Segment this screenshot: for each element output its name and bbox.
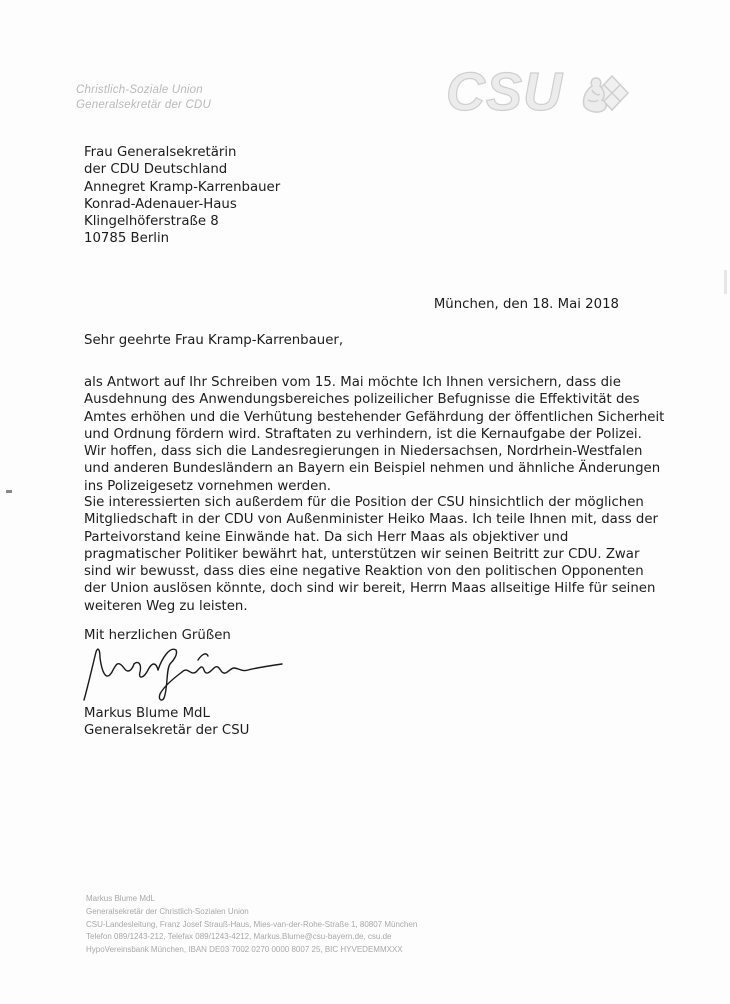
body-paragraph-1 [84, 374, 665, 495]
body-line: Sie interessierten sich außerdem für die Position der CSU hinsichtlich der möglichen [84, 495, 644, 510]
body-line: als Antwort auf Ihr Schreiben vom 15. Mai möchte Ich Ihnen versichern, dass die [84, 375, 621, 390]
letterhead-org-name: Christlich-Soziale Union [76, 84, 203, 96]
footer-line: Markus Blume MdL [86, 894, 155, 903]
body-line: weiteren Weg zu leisten. [84, 598, 248, 614]
body-line: der Union auslösen könnte, doch sind wir bereit, Herrn Maas allseitige Hilfe für seinen [84, 581, 656, 597]
scan-artifact [6, 490, 12, 493]
csu-logo [436, 64, 636, 120]
signer-name: Markus Blume MdL [84, 706, 210, 721]
handwritten-signature [78, 642, 288, 704]
body-line: Ausdehnung des Anwendungsbereiches polizeilicher Befugnisse die Effektivität des [84, 392, 640, 408]
body-line: und Ordnung fördern wird. Straftaten zu verhindern, ist die Kernaufgabe der Polizei. [84, 426, 642, 442]
scan-artifact [724, 270, 727, 294]
body-paragraph-2 [84, 494, 658, 615]
footer-line: CSU-Landesleitung, Franz Josef Strauß-Haus, Mies-van-der-Rohe-Straße 1, 80807 München [86, 919, 418, 929]
footer-line: HypoVereinsbank München, IBAN DE03 7002 0270 0000 8007 25, BIC HYVEDEMMXXX [86, 945, 403, 955]
body-line: Mitgliedschaft in der CDU von Außenminister Heiko Maas. Ich teile Ihnen mit, dass der [84, 512, 658, 528]
body-line: sind wir bewusst, dass dies eine negative Reaktion von den politischen Opponenten [84, 564, 644, 580]
signer-title: Generalsekretär der CSU [84, 723, 250, 739]
body-line: Parteivorstand keine Einwände hat. Da sich Herr Maas als objektiver und [84, 529, 569, 545]
signer-block [84, 705, 249, 740]
csu-lion-diamond-emblem-icon [576, 70, 636, 116]
address-line: Annegret Kramp-Karrenbauer [84, 179, 281, 195]
footer-line: Telefon 089/1243-212, Telefax 089/1243-4212, Markus.Blume@csu-bayern.de, csu.de [86, 932, 392, 942]
letter-date: München, den 18. Mai 2018 [433, 297, 619, 312]
address-line: der CDU Deutschland [84, 162, 228, 178]
letter-footer [86, 893, 417, 957]
letterhead-organization [76, 83, 211, 113]
salutation: Sehr geehrte Frau Kramp-Karrenbauer, [84, 333, 344, 348]
body-line: pragmatischer Politiker bewährt hat, unterstützen wir seinen Beitritt zur CDU. Zwar [84, 546, 640, 562]
address-line: 10785 Berlin [84, 231, 170, 247]
closing-phrase: Mit herzlichen Grüßen [84, 628, 231, 643]
address-line: Frau Generalsekretärin [84, 145, 237, 160]
address-line: Konrad-Adenauer-Haus [84, 196, 237, 212]
body-line: Amtes erhöhen und die Verhütung bestehender Gefährdung der öffentlichen Sicherheit [84, 409, 665, 425]
letterhead-org-subtitle: Generalsekretär der CDU [76, 99, 211, 111]
body-line: und anderen Bundesländern an Bayern ein Beispiel nehmen und ähnliche Änderungen [84, 461, 661, 477]
address-line: Klingelhöferstraße 8 [84, 214, 219, 230]
csu-logo-text: CSU [446, 62, 564, 122]
body-line: Wir hoffen, dass sich die Landesregierungen in Niedersachsen, Nordrhein-Westfalen [84, 444, 643, 460]
body-line: ins Polizeigesetz vornehmen werden. [84, 478, 331, 494]
footer-line: Generalsekretär der Christlich-Sozialen Union [86, 906, 249, 916]
recipient-address [84, 144, 280, 248]
